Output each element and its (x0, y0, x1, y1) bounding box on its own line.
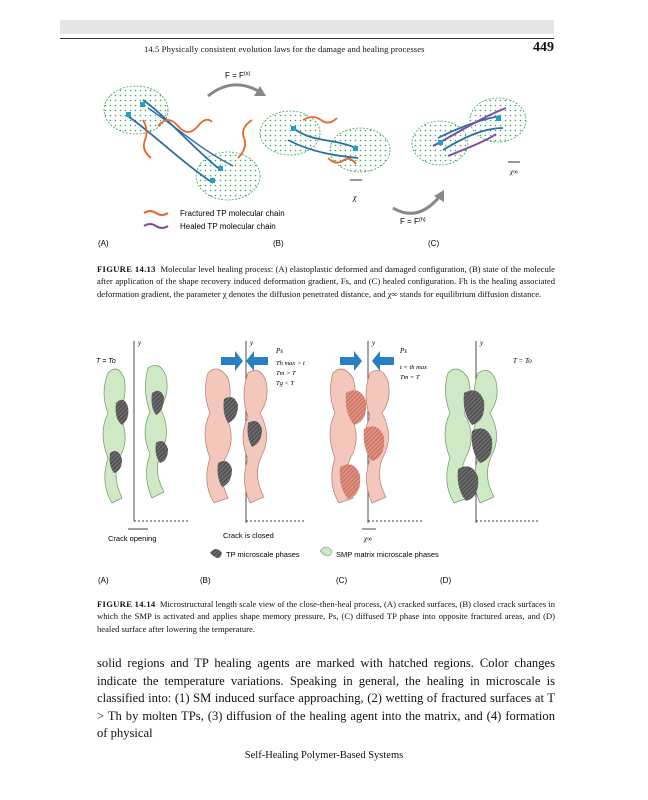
temp-a: T = To (96, 358, 116, 365)
axis-y-c: y (372, 339, 376, 347)
header-rule (60, 38, 554, 39)
panel-label-14c: (C) (336, 576, 348, 585)
equation-top: $F = F^{(s)}$ (225, 71, 251, 80)
molecule-panel-b (260, 111, 390, 202)
ps-label-c: Ps (400, 347, 407, 355)
microscale-panel-a (96, 339, 188, 543)
chi-label: χ (353, 193, 357, 202)
panel-label-c: (C) (428, 239, 440, 248)
legend-tp: TP microscale phases (226, 550, 300, 559)
microscale-panel-c (330, 339, 427, 543)
crack-opening-label: Crack opening (108, 534, 157, 543)
figure-13-legend (144, 209, 285, 231)
figure-14-legend (210, 547, 439, 559)
panel-label-14d: (D) (440, 576, 452, 585)
figure-14-13 (88, 58, 558, 253)
figure-14-13-caption (97, 263, 555, 300)
molecule-panel-a (104, 86, 260, 200)
temp-b-2: Tm > T (276, 370, 296, 377)
temp-b-1: Th max > t (276, 360, 305, 367)
axis-y-d: y (480, 339, 484, 347)
temp-b-3: Tg < T (276, 380, 295, 387)
temp-c-1: t = th max (400, 364, 427, 371)
legend-smp: SMP matrix microscale phases (336, 550, 439, 559)
panel-label-14b: (B) (200, 576, 211, 585)
panel-label-14a: (A) (98, 576, 109, 585)
microscale-panel-d (445, 339, 540, 523)
temp-c-2: Tm = T (400, 374, 420, 381)
page-number: 449 (533, 40, 554, 55)
axis-y-a: y (138, 339, 142, 347)
equation-bottom: $F = F^{(h)}$ (400, 217, 426, 226)
figure-14-13-caption-text: Molecular level healing process: (A) elastoplastic deformed and damaged configuration, (B) state of the molecule after application of the shape recovery induced deformation gradient, Fs, and (C) healed configuration. Fh is the healing associated deformation gradient, the parameter χ denotes the diffusion penetrated distance, and χ∞ stands for equilibrium diffusion distance. (97, 264, 555, 299)
running-head: 14.5 Physically consistent evolution laws for the damage and healing processes (144, 44, 425, 54)
microscale-panel-b (205, 339, 305, 540)
footer: Self-Healing Polymer-Based Systems (244, 750, 404, 761)
legend-healed: Healed TP molecular chain (180, 222, 276, 231)
figure-14-13-label: FIGURE 14.13 (97, 264, 156, 274)
figure-14-14-label: FIGURE 14.14 (97, 599, 156, 609)
panel-label-a: (A) (98, 239, 109, 248)
crack-closed-label: Crack is closed (223, 531, 274, 540)
figure-14-14-caption-text: Microstructural length scale view of the close-then-heal process, (A) cracked surfaces, (B) closed crack surfaces in which the SMP is activated and applies shape memory pressure, Ps, (C) diffused TP phase into opposite fractured areas, and (D) healed surface after lowering the temperature. (97, 599, 555, 634)
ps-label-b: Ps (276, 347, 283, 355)
body-paragraph: solid regions and TP healing agents are marked with hatched regions. Color changes indicate the temperature variations. Speaking in general, the healing in microscale is classified into: (1) SM induced surface approaching, (2) wetting of fractured surfaces at T > Th by molten TPs, (3) diffusion of the healing agent into the matrix, and (4) formation of physical (97, 656, 555, 741)
legend-fractured: Fractured TP molecular chain (180, 209, 285, 218)
chi-inf-label: χ∞ (510, 168, 519, 176)
chi-inf-c: χ∞ (364, 535, 373, 543)
panel-label-b: (B) (273, 239, 284, 248)
molecule-panel-c (412, 98, 526, 176)
axis-y-b: y (250, 339, 254, 347)
figure-14-14 (88, 333, 558, 595)
top-gray-bar (60, 20, 554, 34)
temp-d: T = To (513, 357, 532, 365)
figure-14-14-caption (97, 598, 555, 635)
